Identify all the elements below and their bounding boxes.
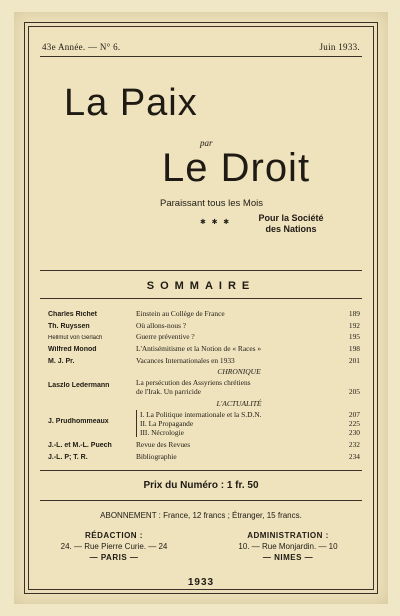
issue-number: 43e Année. — N° 6.	[42, 42, 121, 52]
stars-ornament: ✱ ✱ ✱	[200, 218, 232, 226]
toc-title: Où allons-nous ?	[136, 320, 187, 330]
administration-block	[218, 530, 358, 563]
toc-title: Guerre préventive ?	[136, 332, 195, 342]
chronique-title-line-1: La persécution des Assyriens chrétiens	[136, 378, 251, 388]
toc-row	[48, 344, 360, 353]
toc-title	[136, 378, 340, 396]
sommaire-rule-bottom	[40, 298, 362, 299]
header-line	[42, 42, 360, 52]
toc-author: M. J. Pr.	[48, 357, 75, 365]
sommaire-heading: SOMMAIRE	[146, 280, 256, 292]
toc-page: 232	[348, 440, 360, 450]
publication-year: 1933	[187, 577, 215, 588]
toc-author: Charles Richet	[48, 311, 98, 318]
toc-page: 225	[348, 419, 360, 429]
toc-row-actualite	[48, 410, 360, 437]
header-rule	[40, 56, 362, 57]
toc-author: Wilfred Monod	[48, 346, 97, 354]
toc-title: Revue des Revues	[136, 440, 191, 450]
title-par: par	[200, 138, 213, 148]
redaction-address: 24. — Rue Pierre Curie. — 24	[60, 542, 168, 551]
administration-city: — NIMES —	[262, 553, 314, 562]
toc-title: I. La Politique internationale et la S.D.N.	[140, 410, 262, 420]
redaction-block	[44, 530, 184, 563]
toc-row	[48, 356, 360, 365]
table-of-contents	[48, 309, 360, 464]
toc-row	[48, 440, 360, 449]
toc-title: Bibliographie	[136, 451, 177, 461]
toc-title: III. Nécrologie	[140, 428, 184, 438]
society-line-1: Pour la Société	[258, 213, 324, 223]
toc-row	[48, 309, 360, 318]
redaction-city: — PARIS —	[89, 553, 139, 562]
toc-page: 192	[348, 320, 360, 330]
toc-page: 207	[348, 410, 360, 420]
sommaire-rule-top	[40, 270, 362, 271]
price-rule-bottom	[40, 500, 362, 501]
title-la-paix: La Paix	[64, 82, 198, 124]
toc-row	[48, 332, 360, 341]
toc-author: J.-L. P; T. R.	[48, 453, 88, 461]
society-caption	[246, 213, 336, 235]
toc-page: 201	[348, 355, 360, 365]
price-rule-top	[40, 470, 362, 471]
actualite-list	[136, 410, 360, 437]
administration-label: ADMINISTRATION :	[247, 531, 329, 540]
toc-page: 205	[348, 387, 360, 397]
toc-page: 195	[348, 332, 360, 342]
subscription-info: ABONNEMENT : France, 12 francs ; Étranger, 15 francs.	[100, 511, 302, 520]
list-item	[140, 428, 360, 437]
toc-page: 198	[348, 344, 360, 354]
issue-date: Juin 1933.	[319, 42, 360, 52]
chronique-title-line-2: de l'Irak. Un parricide	[136, 387, 201, 397]
redaction-label: RÉDACTION :	[85, 531, 143, 540]
section-actualite: L'ACTUALITÉ	[216, 399, 262, 409]
society-line-2: des Nations	[265, 224, 317, 234]
toc-title: L'Antisémitisme et la Notion de « Races »	[136, 344, 262, 354]
issue-price: Prix du Numéro : 1 fr. 50	[143, 480, 259, 491]
toc-author: Laszlo Ledermann	[48, 382, 110, 390]
administration-address: 10. — Rue Monjardin. — 10	[238, 542, 338, 551]
section-chronique: CHRONIQUE	[217, 367, 261, 377]
journal-cover	[14, 12, 388, 604]
toc-page: 230	[348, 428, 360, 438]
toc-row	[48, 452, 360, 461]
toc-page: 189	[348, 309, 360, 318]
subtitle: Paraissant tous les Mois	[160, 198, 263, 209]
toc-page: 234	[348, 451, 360, 461]
toc-title: Vacances Internationales en 1933	[136, 355, 235, 365]
toc-title: II. La Propagande	[140, 419, 194, 429]
list-item	[140, 410, 360, 419]
toc-author: J. Prudhommeaux	[48, 418, 109, 426]
toc-row	[48, 321, 360, 330]
title-le-droit: Le Droit	[162, 146, 311, 190]
toc-author: J.-L. et M.-L. Puech	[48, 442, 112, 450]
toc-row-chronique	[48, 378, 360, 396]
list-item	[140, 419, 360, 428]
toc-title: Einstein au Collège de France	[136, 309, 225, 318]
toc-author: Hellmut von Gerlach	[48, 335, 103, 342]
toc-author: Th. Ruyssen	[48, 322, 90, 330]
